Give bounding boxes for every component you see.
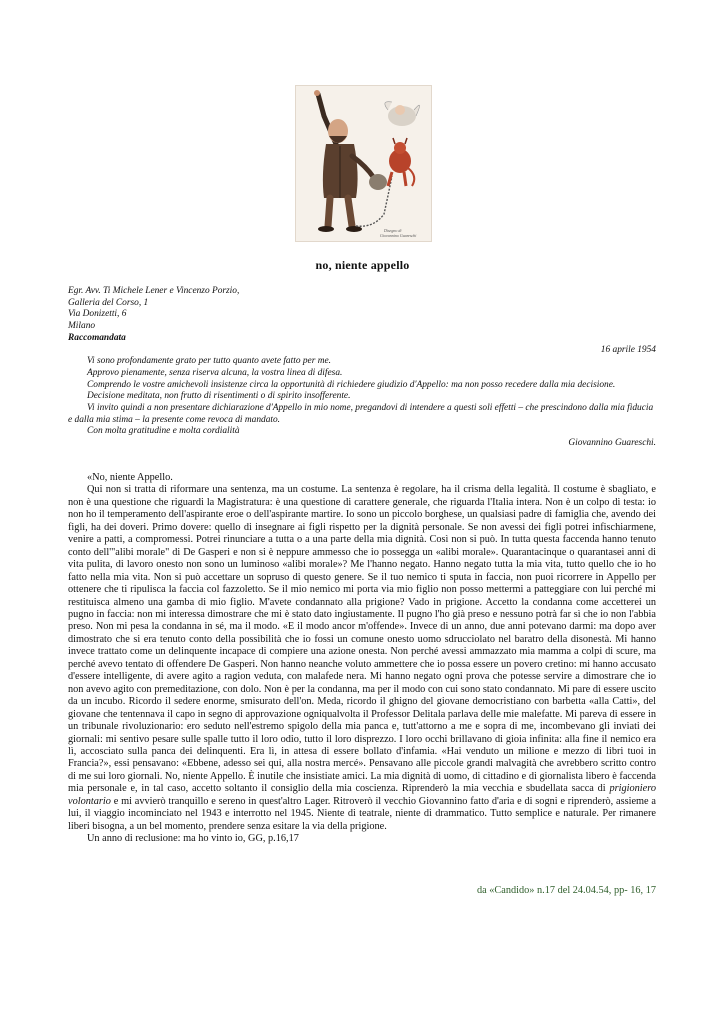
svg-text:Giovannino Guareschi: Giovannino Guareschi [380, 233, 417, 238]
letter-paragraph: Vi invito quindi a non presentare dichiarazione d'Appello in mio nome, pregandovi di intendere a questi soli effetti – che prescindono dalla mia fiducia e dalla mia stima – la presente come revoca di mandato. [68, 403, 654, 425]
body-paragraph: Un anno di reclusione: ma ho vinto io, GG, p.16,17 [87, 833, 299, 845]
svg-text:Disegno di: Disegno di [384, 228, 402, 233]
italic-phrase: prigioniero volontario [68, 783, 656, 807]
letter-block [68, 286, 656, 450]
letter-paragraph: Decisione meditata, non frutto di risentimenti o di spirito insofferente. [87, 391, 351, 402]
letter-signature: Giovannino Guareschi. [568, 438, 656, 449]
addressee-line: Galleria del Corso, 1 [68, 297, 149, 308]
letter-date: 16 aprile 1954 [600, 344, 656, 355]
body-paragraph [68, 484, 656, 833]
caricature-drawing [296, 86, 431, 241]
page-title: no, niente appello [315, 258, 410, 272]
delivery-mode: Raccomandata [68, 332, 126, 343]
letter-paragraph: Con molta gratitudine e molta cordialità [87, 426, 240, 437]
letter-paragraph: Approvo pienamente, senza riserva alcuna, la vostra linea di difesa. [87, 367, 343, 378]
body-text-part: Qui non si tratta di riformare una sentenza, ma un costume. La sentenza è regolare, ha il crisma della legalità. Il costume è sbagliato, e non è una questione che riguardi la Magistratura: è una questione di carattere generale, che riguarda l'Italia intera. Non è un colpo di testa: io non ho il temperamento dell'aspirante eroe o dell'aspirante martire. Io sono un piccolo borghese, un qualsiasi padre di famiglia che, avendo dei figli, ha dei doveri. Primo dovere: quello di insegnare ai figli rispetto per la dignità personale. Se non avessi dei figli potrei infischiarmene, venire a patti, a compromessi. Potrei rinunciare a tutta o a una parte della mia dignità. Così non si può. In tutta questa faccenda hanno tenuto conto dell'"alibi morale" di De Gasperi e non si è neppure ammesso che io possegga un «alibi morale». Quarantacinque o quarantasei anni di vita pulita, di lavoro onesto non sono un luminoso «alibi morale»? Me l'hanno negato. Hanno negato tutta la mia vita, tutto quello che io ho fatto nella mia vita. Non si può accettare un sopruso di questo genere. Se il tuo nemico ti sputa in faccia, non puoi ricorrere in Appello per ottenere che ti ripulisca la faccia col fazzoletto. Se il mio nemico mi porta via mio figlio non posso mettermi a patteggiare con lui perché mi restituisca almeno una gamba di mio figlio. M'avete condannato alla prigione? Vado in prigione. Accetto la condanna come accetterei un pugno in faccia: non mi interessa dimostrare che mi è stato dato ingiustamente. Il pugno l'ho già preso e nessuno potrà far sì che io non l'abbia preso. Non mi pesa la condanna in sé, ma il modo. «E il modo ancor m'offende». Invece di un anno, due anni potevano darmi: ma dopo aver dimostrato che si era tenuto conto della possibilità che io fossi un comune onesto uomo sdrucciolato nel baratro della disonestà. Mi hanno invece trattato come un delinquente incapace di compiere una azione onesta. Non perché avessi ammazzato mia mamma a colpi di scure, ma perché avevo tentato di offendere De Gasperi. Non hanno neanche voluto ammettere che io possa essere un povero cretino: mi hanno accusato d'essere intelligente, di avere agito a ragion veduta, con malafede nera. Mi hanno negato ogni prova che potesse servire a dimostrare che io non avevo agito con premeditazione, con dolo. Non è per la condanna, ma per il modo con cui sono stato condannato. Mi pare di essere uscito da un incubo. Ricordo il sedere enorme, smisurato dell'on. Meda, ricordo il ghigno del giovane democristiano con barbetta «alla Catti», del giovane che tentennava il capo in segno di approvazione ogniqualvolta il Professor Delitala parlava delle mie malefatte. Mi pareva di essere in un tribunale rivoluzionario: ero seduto nell'estremo spigolo della mia panca e, tutt'attorno a me e sopra di me, incombevano gli inviati dei giornali: mi sentivo pesare sulle spalle tutto il loro odio, tutto il loro disprezzo. I loro occhi brillavano di gioia infinita: alla fine il nemico era lì, accosciato sulla panca dei delinquenti. Era lì, in attesa di essere bollato d'infamia. «Hai venduto un milione e mezzo di libri tuoi in Francia?», essi pensavano: «Ebbene, adesso sei qui, alla nostra mercé». Pensavano alle piccole grandi malvagità che avrebbero scritto contro di me sui loro giornali. No, niente Appello. È inutile che insistiate amici. La mia dignità di uomo, di cittadino e di giornalista libero è faccenda mia personale e, in tal caso, accetto soltanto il consiglio della mia coscienza. Riprenderò la mia vecchia e sbudellata sacca di [68, 484, 656, 795]
letter-paragraph: Comprendo le vostre amichevoli insistenze circa la opportunità di richiedere giudizio d'Appello: ma non posso recedere dalla mia decisione. [87, 379, 616, 390]
letter-paragraph: Vi sono profondamente grato per tutto quanto avete fatto per me. [87, 356, 331, 367]
guareschi-illustration [295, 85, 432, 242]
body-paragraph: «No, niente Appello. [87, 472, 173, 483]
article-body [68, 472, 656, 846]
addressee-line: Egr. Avv. Ti Michele Lener e Vincenzo Porzio, [68, 286, 240, 296]
addressee-line: Via Donizetti, 6 [68, 309, 127, 320]
addressee-line: Milano [68, 321, 96, 332]
body-text-part: e mi avvierò tranquillo e sereno in quest'altro Lager. Ritroverò il vecchio Giovannino fatto d'aria e di sogni e riprenderò, assieme a lui, il viaggio incominciato nel 1943 e interrotto nel 1945. Niente di teatrale, niente di drammatico. Tutto semplice e naturale. Per rimanere liberi bisogna, a un bel momento, prendere senza esitare la via della prigione. [68, 795, 656, 832]
source-citation: da «Candido» n.17 del 24.04.54, pp- 16, 17 [476, 885, 656, 896]
